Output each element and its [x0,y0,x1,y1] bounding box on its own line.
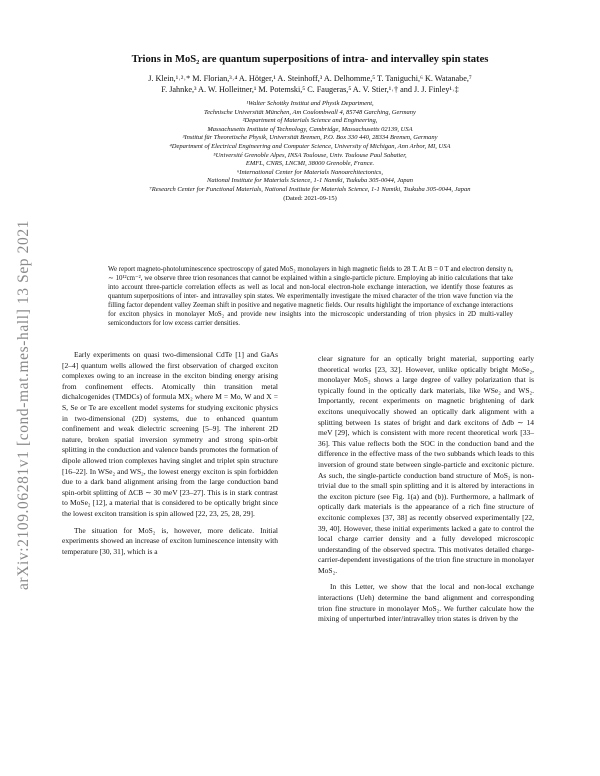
paper-title: Trions in MoS₂ are quantum superpositions of intra- and intervalley spin states [131,54,489,65]
affiliations [50,100,570,203]
affiliation-line: Massachusetts Institute of Technology, Cambridge, Massachusetts 02139, USA [207,125,413,133]
body-column-right [318,354,534,631]
affiliation-line: ³Institut für Theoretische Physik, Universität Bremen, P.O. Box 330 440, 28334 Bremen, Germany [182,134,438,142]
affiliation-line: ⁶International Center for Materials Nanoarchitectonics, [237,168,383,176]
body-paragraph: In this Letter, we show that the local and non-local exchange interactions (Ueh) determine the band alignment and corresponding trion fine structure in monolayer MoS₂. We further calculate how the mixing of unperturbed inter/intravalley trion states is driven by the [318,582,534,624]
arxiv-stamp-text: arXiv:2109.06281v1 [cond-mat.mes-hall] 13 Sep 2021 [15,219,32,591]
paper-date: (Dated: 2021-09-15) [283,194,337,202]
affiliation-line: EMFL, CNRS, LNCMI, 38000 Grenoble, France. [245,160,375,168]
author-list [60,73,560,95]
affiliation-line: ²Department of Materials Science and Engineering, [242,117,378,125]
arxiv-stamp [10,150,38,670]
body-paragraph: The situation for MoS₂ is, however, more delicate. Initial experiments showed an increase of exciton luminescence intensity with temperature [30, 31], which is a [62,525,278,556]
body-column-left [62,350,278,563]
authors-line-2: F. Jahnke,³ A. W. Holleitner,¹ M. Potemski,⁵ C. Faugeras,⁵ A. V. Stier,¹˒† and J. J. Finley¹˒‡ [161,85,459,94]
affiliation-line: ⁷Research Center for Functional Materials, National Institute for Materials Science, 1-1 Namiki, Tsukuba 305-0044, Japan [149,185,471,193]
body-paragraph: Early experiments on quasi two-dimensional CdTe [1] and GaAs [2–4] quantum wells allowed the first observation of charged exciton complexes owing to an increase in the exciton binding energy arising from confinement effects. Atomically thin transition metal dichalcogenides (TMDCs) of formula MX₂ where M = Mo, W and X = S, Se or Te are excellent model systems for studying excitonic physics in two-dimensional (2D) systems, due to enhanced quantum confinement and weak dielectric screening [5–9]. The inherent 2D nature, broken spatial inversion symmetry and strong spin-orbit splitting in the conduction and valence bands promotes the formation of dipole allowed trion complexes having singlet and triplet spin structure [16–22]. In WSe₂ and WS₂, the lowest energy exciton is spin forbidden due to a dark band alignment arising from the large conduction band spin-orbit splitting of ΔCB ∼ 30 meV [23–27]. This is in stark contrast to MoSe₂ [12], a material that is considered to be optically bright since the lowest exciton transition is spin allowed [22, 23, 25, 28, 29]. [62,350,278,518]
affiliation-line: ¹Walter Schottky Institut and Physik Department, [246,100,374,107]
abstract: We report magneto-photoluminescence spectroscopy of gated MoS₂ monolayers in high magnetic fields to 28 T. At B = 0 T and electron density nₑ ∼ 10¹²cm⁻², we observe three trion resonances that cannot be explained within a single-particle picture. Employing ab initio calculations that take into account three-particle correlation effects as well as local and non-local electron-hole exchange interaction, we identify those features as quantum superpositions of inter- and intravalley spin states. We experimentally investigate the mixed character of the trion wave function via the filling factor dependent valley Zeeman shift in positive and negative magnetic fields. Our results highlight the importance of exchange interactions for exciton physics in monolayer MoS₂ and provide new insights into the microscopic understanding of trion physics in 2D multi-valley semiconductors for low excess carrier densities. [108,266,513,327]
affiliation-line: ⁴Department of Electrical Engineering and Computer Science, University of Michigan, Ann Arbor, MI, USA [169,142,451,150]
affiliation-line: National Institute for Materials Science, 1-1 Namiki, Tsukuba 305-0044, Japan [207,177,413,185]
body-paragraph: clear signature for an optically bright material, supporting early theoretical works [23, 32]. However, unlike optically bright MoSe₂, monolayer MoS₂ shows a large degree of valley polarization that is typically found in the optically dark materials, like WSe₂ and WS₂. Importantly, recent experiments on magnetic brightening of dark excitons unequivocally showed an optically dark alignment with a splitting between 1s states of bright and dark excitons of Δdb ∼ 14 meV [29], which is consistent with more recent theoretical work [33–36]. This value reflects both the SOC in the conduction band and the difference in the effective mass of the two subbands which leads to this inversion of ground state between single-particle and excitonic picture. As such, the single-particle conduction band structure of MoS₂ is non-trivial due to the small spin splitting and it is altered by interactions in the exciton picture (see Fig. 1(a) and (b)). Furthermore, a hallmark of optically dark materials is the appearance of a rich fine structure of excitonic complexes [37, 38] as recently observed experimentally [22, 39, 40]. However, these initial experiments lacked a gate to control the local charge carrier density and a fully developed microscopic understanding of the observed spectra. This motivates detailed charge-carrier-dependent investigations of the trion fine structure in monolayer MoS₂. [318,354,534,575]
affiliation-line: Technische Universität München, Am Coulombwall 4, 85748 Garching, Germany [204,108,416,116]
authors-line-1: J. Klein,¹˒²˒* M. Florian,³˒⁴ A. Hötger,¹ A. Steinhoff,³ A. Delhomme,⁵ T. Taniguchi,⁶ K. Watanabe,⁷ [148,74,472,83]
affiliation-line: ⁵Université Grenoble Alpes, INSA Toulouse, Univ. Toulouse Paul Sabatier, [213,151,407,159]
